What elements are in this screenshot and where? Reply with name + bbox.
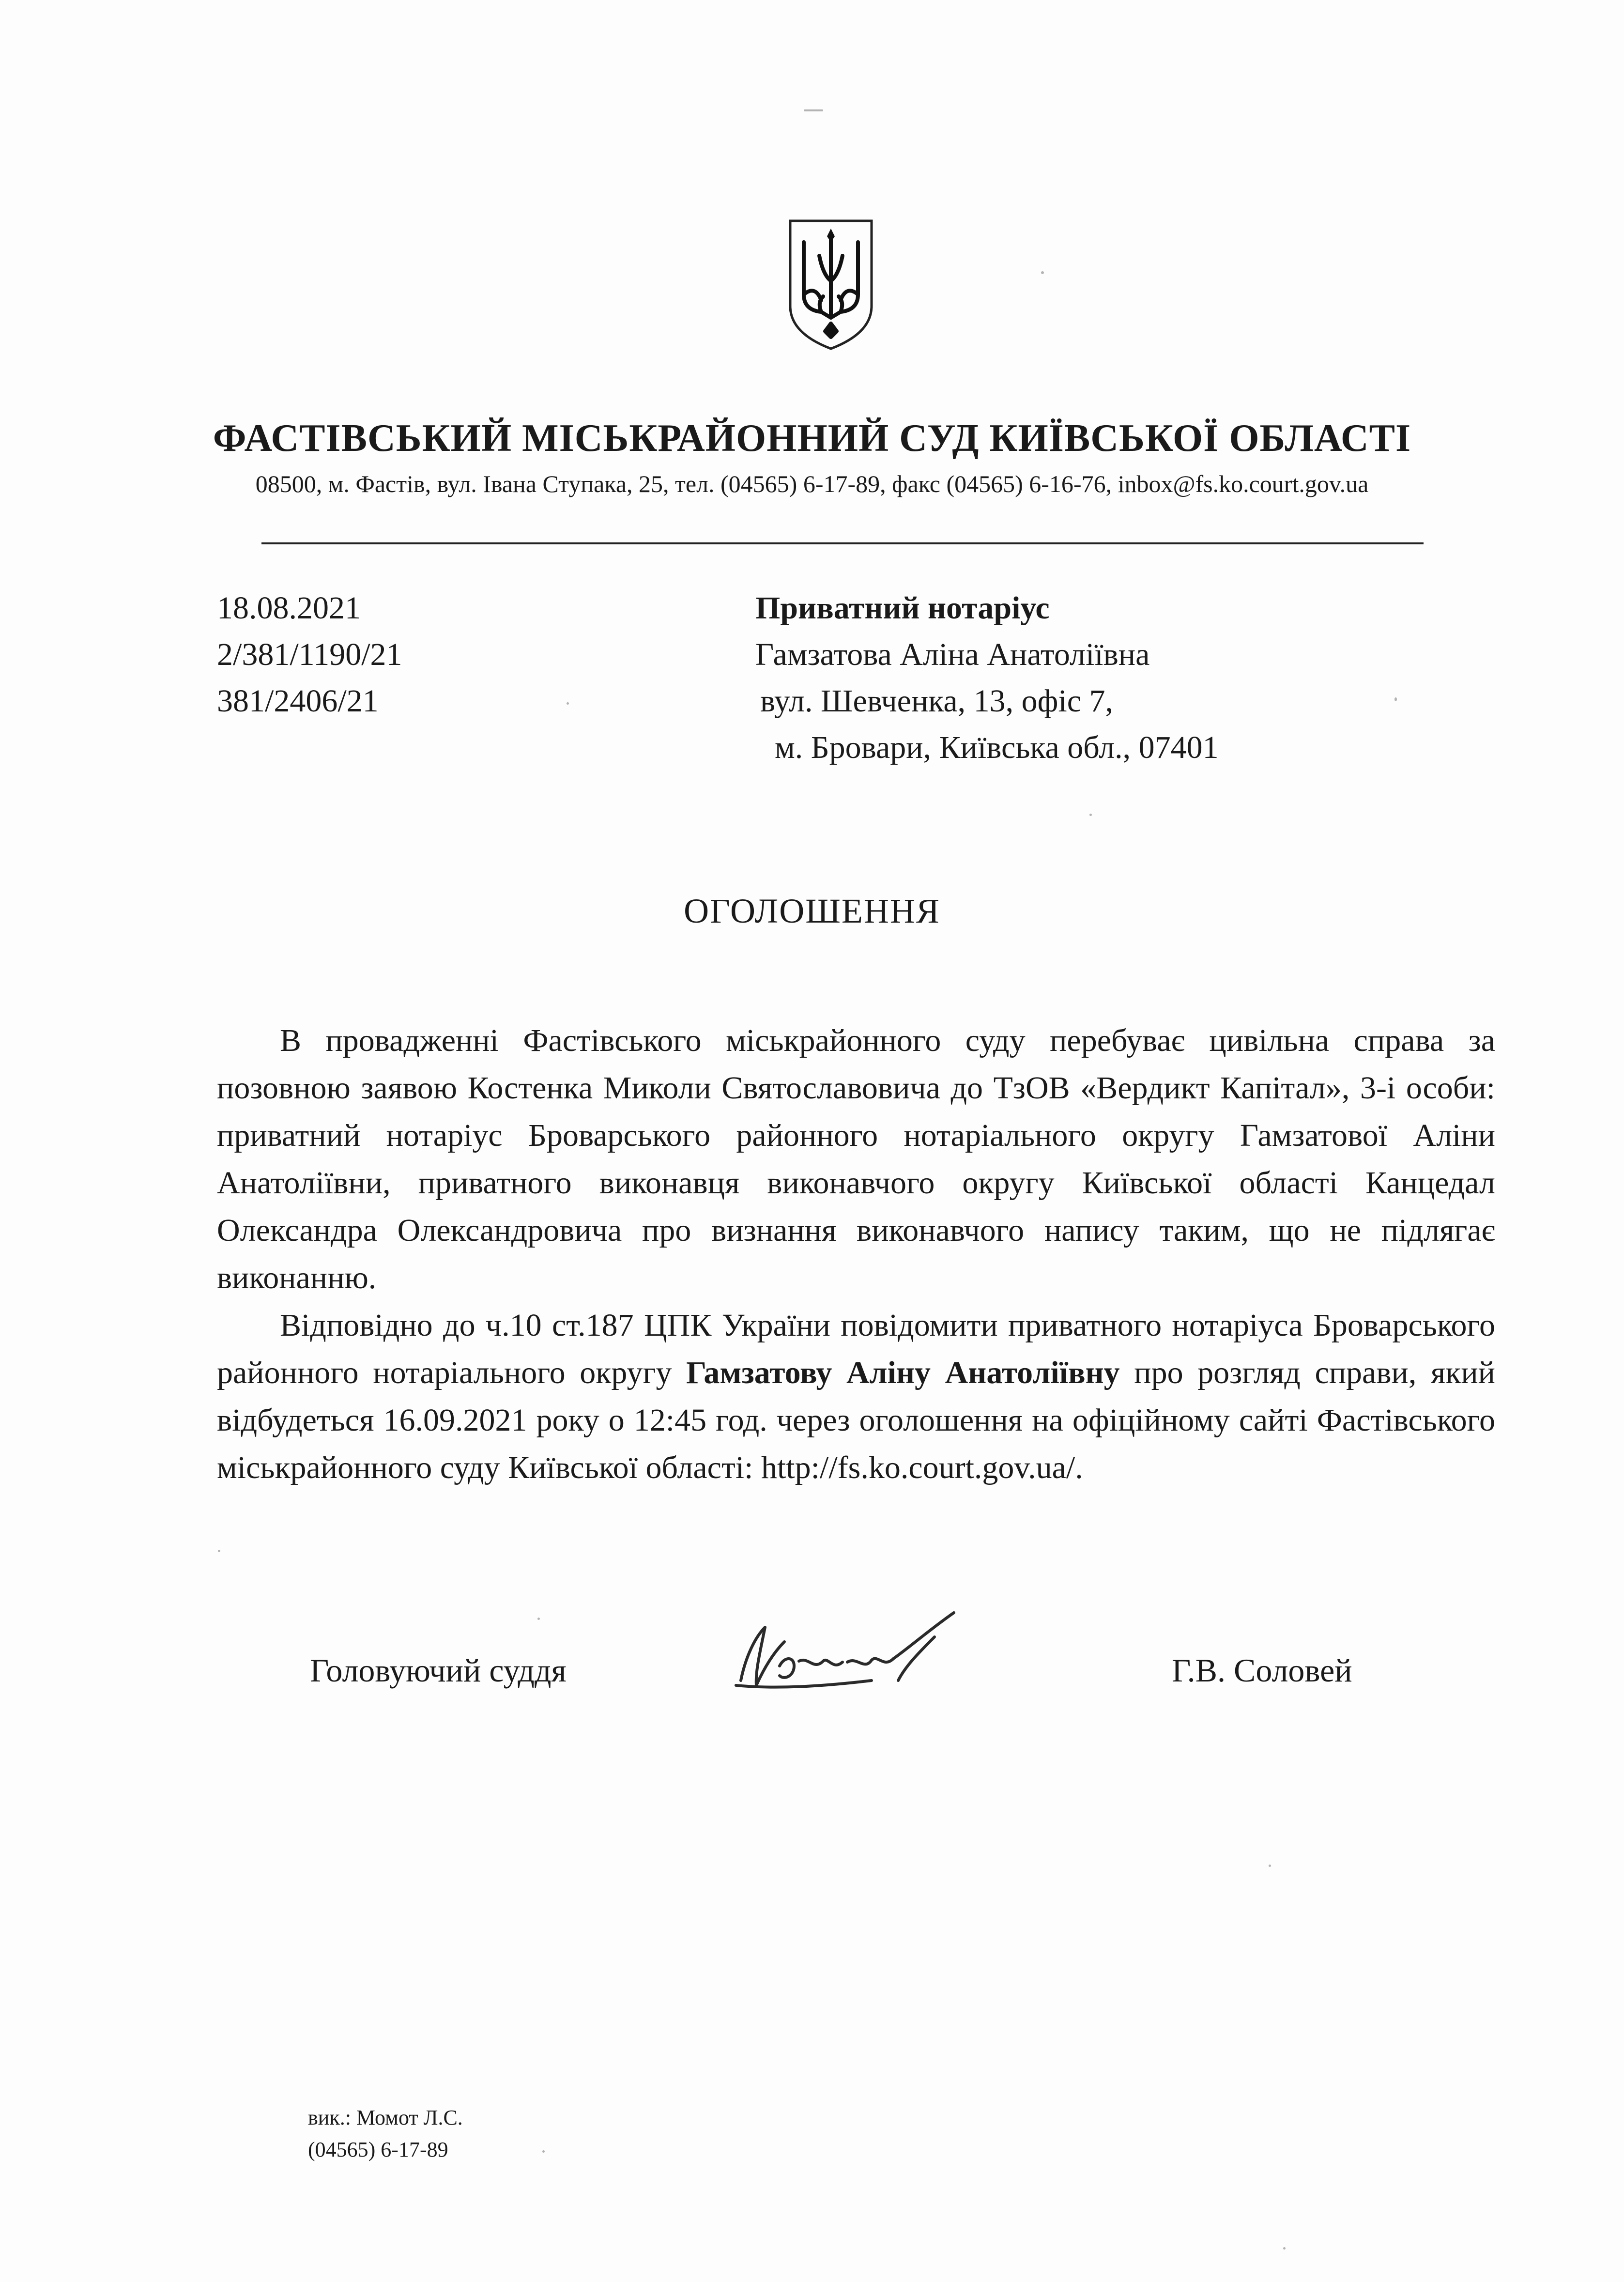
paragraph-2-start: Відповідно до ч.10 ст.187 ЦПК України повідомити приватного нотаріуса Броварського районного нотаріального округу <box>217 1308 1495 1390</box>
scan-speck <box>1283 2247 1286 2250</box>
scan-speck <box>1089 814 1092 816</box>
scan-speck <box>1041 271 1044 274</box>
addressee-street: вул. Шевченка, 13, офіс 7, <box>760 683 1114 719</box>
scan-speck <box>218 1550 220 1552</box>
addressee-name: Гамзатова Аліна Анатоліївна <box>755 637 1150 672</box>
header-divider <box>261 542 1424 544</box>
scan-speck <box>1394 697 1397 701</box>
court-address-line: 08500, м. Фастів, вул. Івана Ступака, 25, тел. (04565) 6-17-89, факс (04565) 6-16-76, inbox@fs.ko.court.gov.ua <box>255 470 1369 497</box>
addressee-title: Приватний нотаріус <box>755 590 1050 626</box>
scan-speck <box>804 109 823 111</box>
scan-speck <box>1269 1865 1271 1867</box>
reference-number-1: 2/381/1190/21 <box>217 637 402 672</box>
judge-name: Г.В. Соловей <box>1172 1652 1352 1689</box>
addressee-block <box>755 585 1219 771</box>
executor-block <box>308 2102 463 2166</box>
paragraph-2-bold-name: Гамзатову Аліну Анатоліївну <box>686 1355 1120 1390</box>
announcement-title: ОГОЛОШЕННЯ <box>684 892 940 930</box>
executor-name: вик.: Момот Л.С. <box>308 2106 463 2129</box>
judge-role: Головуючий суддя <box>310 1652 567 1689</box>
executor-phone: (04565) 6-17-89 <box>308 2138 448 2161</box>
reference-block <box>217 585 402 725</box>
scan-speck <box>542 2150 545 2153</box>
scan-speck <box>567 702 569 705</box>
announcement-paragraph-2 <box>217 1302 1495 1492</box>
addressee-city: м. Бровари, Київська обл., 07401 <box>775 730 1219 765</box>
reference-number-2: 381/2406/21 <box>217 683 379 719</box>
document-date: 18.08.2021 <box>217 590 361 626</box>
announcement-body <box>217 1017 1495 1492</box>
scan-speck <box>537 1618 540 1620</box>
coat-of-arms-trident-icon <box>782 217 879 353</box>
announcement-paragraph-1: В провадженні Фастівського міськрайонного суду перебуває цивільна справа за позовною заявою Костенка Миколи Святославовича до ТзОВ «Вердикт Капітал», 3-і особи: приватний нотаріус Броварського районного нотаріального округу Гамзатової Аліни Анатоліївни, приватного виконавця виконавчого округу Київської області Канцедал Олександра Олександровича про визнання виконавчого напису таким, що не підлягає виконанню. <box>217 1023 1495 1295</box>
handwritten-signature <box>726 1608 968 1705</box>
paragraph-2-end: про розгляд справи, який відбудеться 16.09.2021 року о 12:45 год. через оголошення на офіційному сайті Фастівського міськрайонного суду Київської області: http://fs.ko.court.gov.ua/. <box>217 1355 1495 1485</box>
court-name: ФАСТІВСЬКИЙ МІСЬКРАЙОННИЙ СУД КИЇВСЬКОЇ ОБЛАСТІ <box>213 417 1411 460</box>
